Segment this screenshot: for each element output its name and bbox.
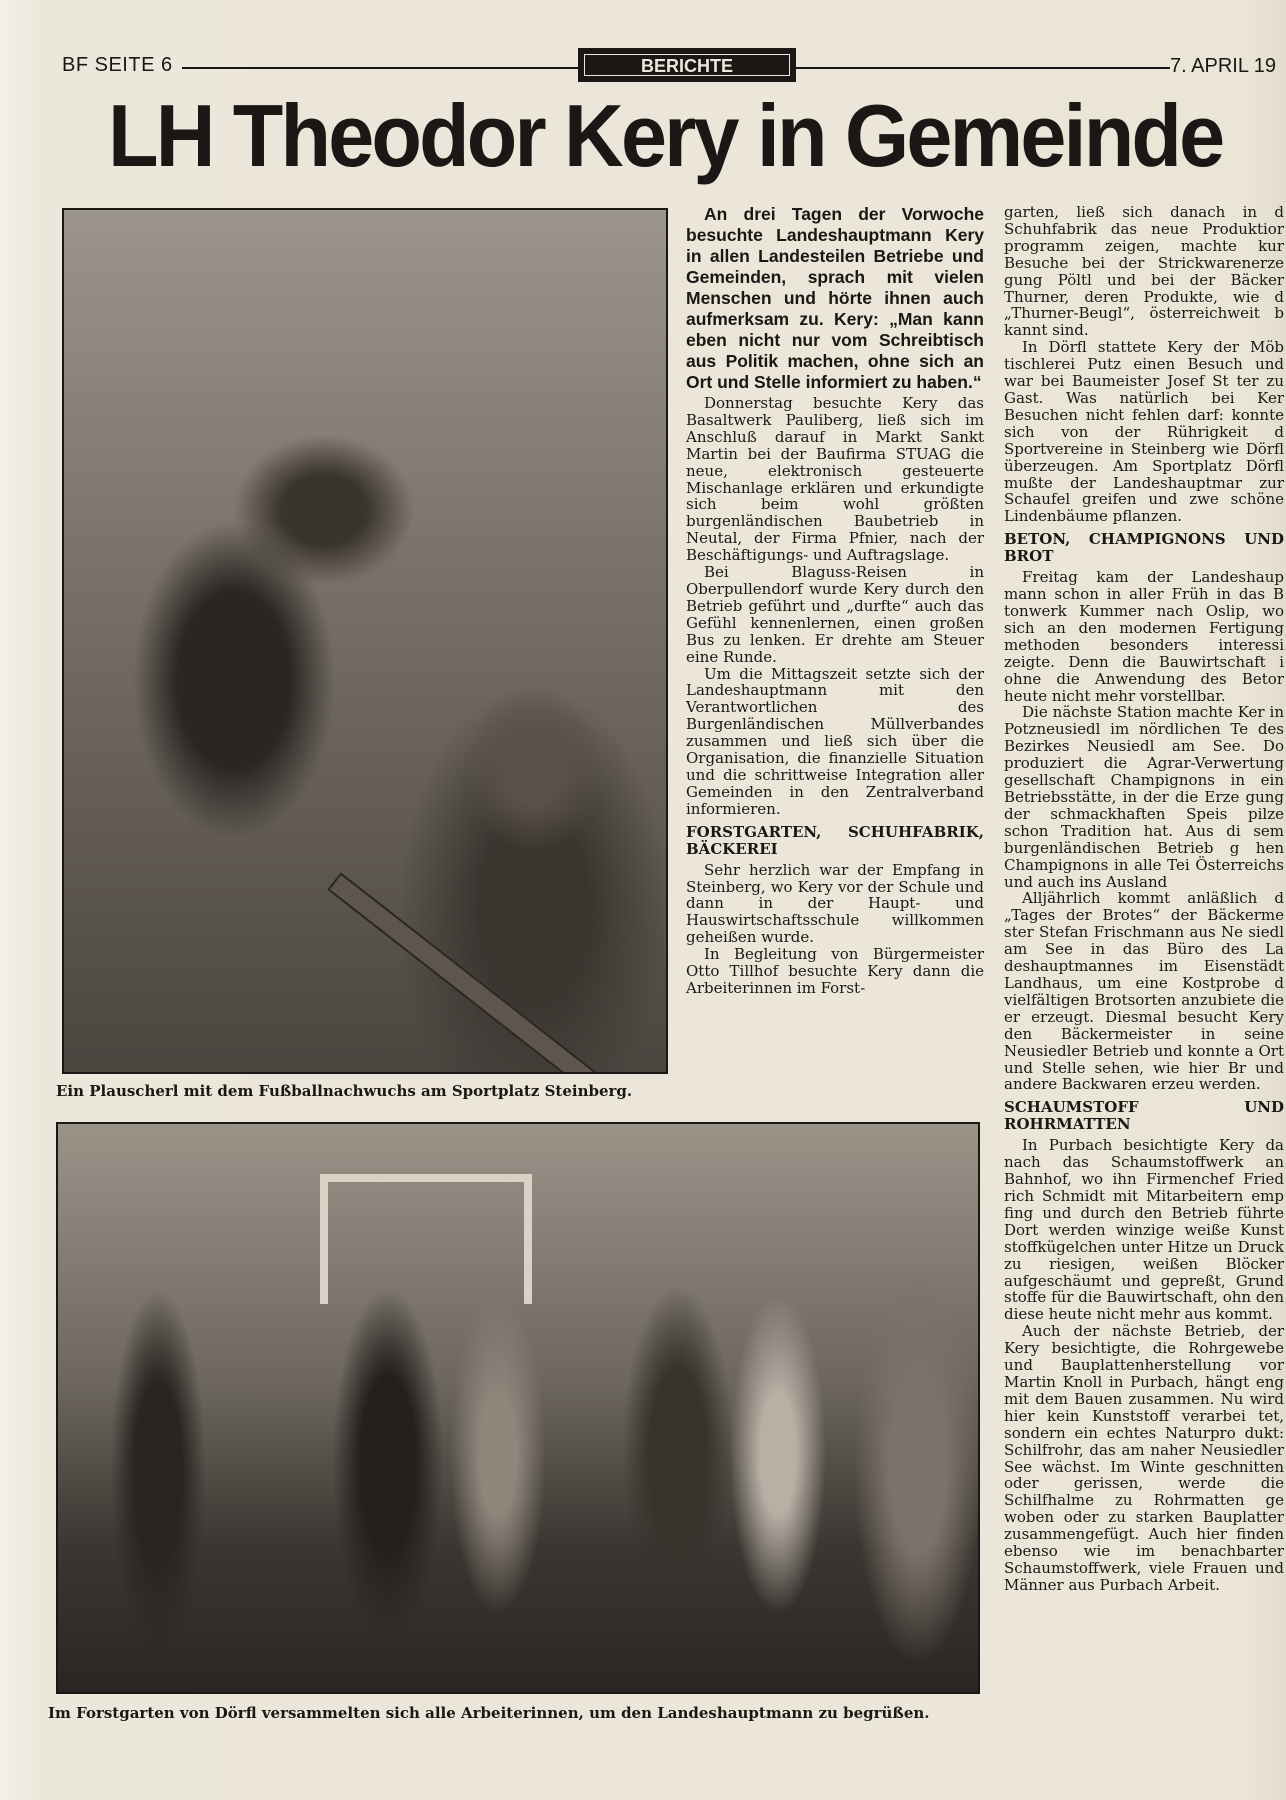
paragraph: Donnerstag besuchte Kery das Basaltwerk Pauliberg, ließ sich im Anschluß darauf in Markt Sankt Martin bei der Baufirma STUAG die neue, elektronisch gesteuerte Mischanlage erklären und erkundigte sich beim wohl größten burgenländischen Baubetrieb in Neutal, der Firma Pfnier, nach der Beschäftigungs- und Auftragslage. (686, 394, 984, 565)
paragraph: In Begleitung von Bürgermeister Otto Tillhof besuchte Kery dann die Arbeiterinnen im Forst- (686, 945, 984, 997)
photo-truck (320, 1174, 532, 1304)
paragraph: Alljährlich kommt anläßlich d „Tages der Brotes“ der Bäckerme ster Stefan Frischmann aus Ne siedl am See in das Büro des La deshauptmannes im Eisenstädt Landhaus, um eine Kostprobe d vielfältigen Brotsorten anzubiete die er erzeugt. Diesmal besucht Kery den Bäckermeister in seine Neusiedler Betrieb und konnte a Ort und Stelle sehen, wie hier Br und andere Backwaren erzeu werden. (1004, 889, 1284, 1094)
headline: LH Theodor Kery in Gemeinde (108, 86, 1223, 185)
section-label-box (578, 48, 796, 82)
paragraph: Die nächste Station machte Ker in Potzneusiedl im nördlichen Te des Bezirkes Neusiedl am See. Do produziert die Agrar-Verwertung gesellschaft Champignons in ein Betriebsstätte, in der die Erze gung der schmackhaften Speis pilze schon Tradition hat. Aus di sem burgenländischen Betrieb g hen Champignons in alle Tei Österreichs und auch ins Ausland (1004, 703, 1284, 891)
photo-spade-handle (327, 872, 612, 1074)
subheading: BETON, CHAMPIGNONS UND BROT (1004, 530, 1284, 566)
paragraph: Sehr herzlich war der Empfang in Steinberg, wo Kery vor der Schule und dann in der Haupt- und Hauswirtschaftsschule willkommen geheißen wurde. (686, 860, 984, 947)
article-lead: An drei Tagen der Vorwoche besuchte Landeshauptmann Kery in allen Landesteilen Betriebe und Gemeinden, sprach mit vielen Menschen und hörte ihnen auch aufmerksam zu. Kery: „Man kann eben nicht nur vom Schreibtisch aus Politik machen, ohne sich an Ort und Stelle informiert zu haben.“ (686, 204, 984, 392)
paragraph: In Dörfl stattete Kery der Möb tischlerei Putz einen Besuch und war bei Baumeister Josef St ter zu Gast. Was natürlich bei Ker Besuchen nicht fehlen darf: konnte sich von der Rührigkeit d Sportvereine in Steinberg wie Dörfl überzeugen. Am Sportplatz Dörfl mußte der Landeshauptmar zur Schaufel greifen und zwe schöne Lindenbäume pflanzen. (1004, 338, 1284, 526)
paragraph: Auch der nächste Betrieb, der Kery besichtigte, die Rohrgewebe und Bauplattenherstellung vor Martin Knoll in Purbach, hängt eng mit dem Bauen zusammen. Nu wird hier kein Kunststoff verarbei tet, sondern ein echtes Naturpro dukt: Schilfrohr, das am naher Neusiedler See wächst. Im Winte geschnitten oder gerissen, werde die Schilfhalme zu Rohrmatten ge woben oder zu starken Bauplatter zusammengefügt. Auch hier finden ebenso wie im benachbarter Schaumstoffwerk, viele Frauen und Männer aus Purbach Arbeit. (1004, 1322, 1284, 1594)
photo-caption-top: Ein Plauscherl mit dem Fußballnachwuchs am Sportplatz Steinberg. (56, 1082, 633, 1100)
page-number: BF SEITE 6 (62, 54, 173, 76)
paragraph: garten, ließ sich danach in d Schuhfabrik das neue Produktior programm zeigen, machte kur Besuche bei der Strickwarenerze gung Pöltl und bei der Bäcker Thurner, deren Produkte, wie d „Thurner-Beugl“, österreichweit b kannt sind. (1004, 204, 1284, 340)
header-rule-left (182, 67, 578, 69)
photo-kery-with-children (62, 208, 668, 1074)
subheading: SCHAUMSTOFF UND ROHRMATTEN (1004, 1098, 1284, 1134)
article-column-1 (686, 204, 984, 997)
subheading: FORSTGARTEN, SCHUHFABRIK, BÄCKEREI (686, 822, 984, 858)
photo-caption-bottom: Im Forstgarten von Dörfl versammelten sich alle Arbeiterinnen, um den Landeshauptmann zu begrüßen. (48, 1704, 930, 1722)
issue-date: 7. APRIL 19 (1170, 55, 1276, 77)
paragraph: Um die Mittagszeit setzte sich der Landeshauptmann mit den Verantwortlichen des Burgenländischen Müllverbandes zusammen und ließ sich über die Organisation, die finanzielle Situation und die schrittweise Integration aller Gemeinden in den Zentralverband informieren. (686, 664, 984, 818)
section-label: BERICHTE (584, 54, 790, 76)
paragraph: In Purbach besichtigte Kery da nach das Schaumstoffwerk an Bahnhof, wo ihn Firmenchef Fried rich Schmidt mit Mitarbeitern emp fing und durch den Betrieb führte Dort werden winzige weiße Kunst stoffkügelchen unter Hitze un Druck zu riesigen, weißen Blöcker aufgeschäumt und gepreßt, Grund stoffe für die Bauwirtschaft, ohn den diese heute nicht mehr aus kommt. (1004, 1136, 1284, 1324)
article-column-2 (1004, 204, 1284, 1734)
paragraph: Bei Blaguss-Reisen in Oberpullendorf wurde Kery durch den Betrieb geführt und „durfte“ auch das Gefühl kennenlernen, einen großen Bus zu lenken. Er drehte am Steuer eine Runde. (686, 563, 984, 666)
photo-forstgarten-workers (56, 1122, 980, 1694)
paragraph: Freitag kam der Landeshaup mann schon in aller Früh in das B tonwerk Kummer nach Oslip, wo sich an den modernen Fertigung methoden besonders interessi zeigte. Denn die Bauwirtschaft i ohne die Anwendung des Betor heute nicht mehr vorstellbar. (1004, 568, 1284, 705)
header-rule-right (796, 67, 1170, 69)
